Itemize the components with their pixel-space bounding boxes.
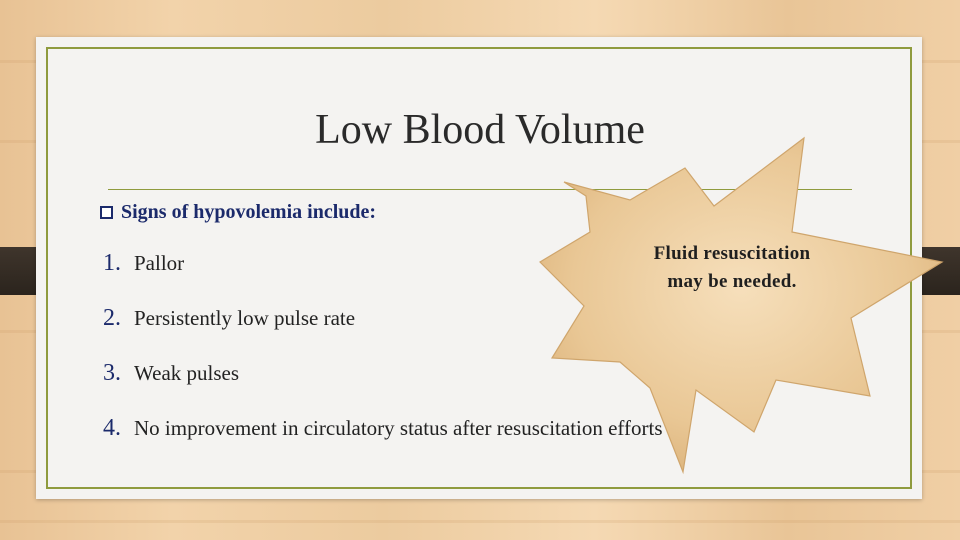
list-item-number: 3. xyxy=(103,360,121,386)
list-item-text: Weak pulses xyxy=(134,361,240,385)
list-item-text: No improvement in circulatory status after resuscitation efforts xyxy=(134,416,663,440)
list-item-text: Pallor xyxy=(134,251,185,275)
slide-title: Low Blood Volume xyxy=(315,107,645,153)
callout-line-1: Fluid resuscitation xyxy=(653,243,811,264)
list-item-number: 2. xyxy=(103,305,121,331)
list-item xyxy=(103,413,663,443)
section-heading xyxy=(100,198,376,226)
list-item xyxy=(103,303,355,333)
list-item-text: Persistently low pulse rate xyxy=(134,306,356,330)
list-item-number: 4. xyxy=(103,415,121,441)
checkbox-square-icon xyxy=(100,206,113,219)
section-heading-text: Signs of hypovolemia include: xyxy=(121,201,377,223)
list-item-number: 1. xyxy=(103,250,121,276)
callout-line-2: may be needed. xyxy=(667,271,797,292)
list-item xyxy=(103,248,184,278)
list-item xyxy=(103,358,239,388)
callout-text xyxy=(622,240,842,296)
